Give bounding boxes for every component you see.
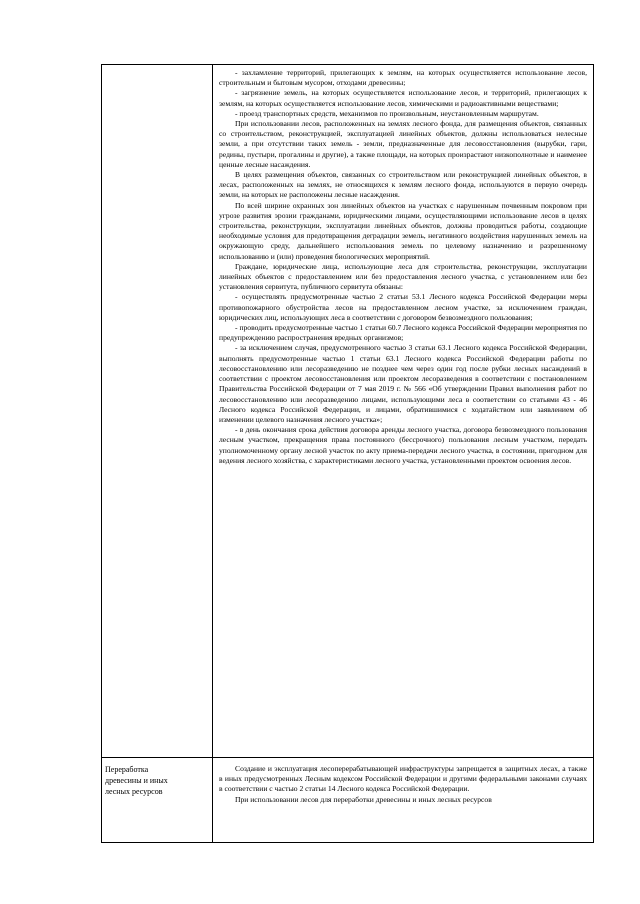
paragraph: - проводить предусмотренные частью 1 статьи 60.7 Лесного кодекса Российской Федерации мероприятия по предупреждению распространения вредных организмов; [219, 323, 587, 343]
paragraph: - осуществлять предусмотренные частью 2 статьи 53.1 Лесного кодекса Российской Федерации меры противопожарного обустройства лесов на предоставленном лесном участке, за исключением граждан, юридических лиц, использующих леса в соответствии с договором безвозмездного пользования; [219, 292, 587, 322]
paragraph: При использовании лесов, расположенных на землях лесного фонда, для размещения объектов, связанных со строительством, реконструкцией, эксплуатацией линейных объектов, должны использоваться нелесные земли, а при отсутствии таких земель - земли, предназначенные для лесовосстановления (вырубки, гари, редины, пустыри, прогалины и другие), а также площади, на которых произрастают низкополнотные и наименее ценные лесные насаждения. [219, 119, 587, 169]
paragraph: При использовании лесов для переработки древесины и иных лесных ресурсов [235, 794, 492, 804]
paragraph: - захламление территорий, прилегающих к землям, на которых осуществляется использование лесов, строительным и бытовым мусором, отходами древесины; [219, 68, 587, 88]
paragraph: По всей ширине охранных зон линейных объектов на участках с нарушенным почвенным покровом при угрозе развития эрозии гражданами, юридическими лицами, осуществляющими использование лесов в целях строительства, реконструкции, эксплуатации линейных объектов, должны проводиться работы, создающие необходимые условия для предотвращения деградации земель, негативного воздействия нарушенных земель на окружающую среду, дальнейшего использования земель по целевому назначению и разрешенному использованию и (или) проведения биологических мероприятий. [219, 200, 587, 261]
paragraph: - в день окончания срока действия договора аренды лесного участка, договора безвозмездного пользования лесным участком, прекращения права постоянного (бессрочного) пользования лесным участком, передать уполномоченному органу лесной участок по акту приема-передачи лесного участка, в состоянии, пригодном для ведения лесного хозяйства, с характеристиками лесного участка, установленными проектом освоения лесов. [219, 425, 587, 465]
activity-label [102, 758, 212, 797]
requirements-text [213, 758, 593, 842]
requirements-cell [213, 65, 594, 758]
table-row [102, 65, 594, 758]
table-row [102, 758, 594, 843]
activity-cell [102, 758, 213, 843]
activity-label-line: Переработка [105, 765, 149, 774]
paragraph: - за исключением случая, предусмотренного частью 3 статьи 63.1 Лесного кодекса Российской Федерации, выполнять предусмотренные частью 1 статьи 63.1 Лесного кодекса Российской Федерации работы по лесовосстановлению или лесоразведению не позднее чем через один год после рубки лесных насаждений в соответствии с проектом лесовосстановления или проектом лесоразведения в соответствии с постановлением Правительства Российской Федерации от 7 мая 2019 г. № 566 «Об утверждении Правил выполнения работ по лесовосстановлению или лесоразведению лицами, использующими леса в соответствии со статьями 43 - 46 Лесного кодекса Российской Федерации, и лицами, обратившимися с ходатайством или заявлением об изменении целевого назначения лесного участка»; [219, 343, 587, 424]
paragraph: - загрязнение земель, на которых осуществляется использование лесов, и территорий, прилегающих к землям, на которых осуществляется использование лесов, химическими и радиоактивными веществами; [219, 88, 587, 108]
activity-label-line: древесины и иных [105, 776, 168, 785]
activity-label-line: лесных ресурсов [105, 787, 163, 796]
activity-label [102, 65, 212, 71]
paragraph: Граждане, юридические лица, использующие леса для строительства, реконструкции, эксплуатации линейных объектов с предоставлением или без предоставления лесного участка, с установлением или без установления сервитута, публичного сервитута обязаны: [219, 261, 587, 292]
requirements-cell [213, 758, 594, 843]
regulation-table [101, 64, 594, 843]
paragraph: Создание и эксплуатация лесоперерабатывающей инфраструктуры запрещается в защитных лесах, а также в иных предусмотренных Лесным кодексом Российской Федерации и другими федеральными законами случаях в соответствии с частью 2 статьи 14 Лесного кодекса Российской Федерации. [219, 764, 587, 794]
activity-cell [102, 65, 213, 758]
paragraph: В целях размещения объектов, связанных со строительством или реконструкцией линейных объектов, в лесах, расположенных на землях, не относящихся к землям лесного фонда, используются в первую очередь земли, на которых не расположены лесные насаждения. [219, 170, 587, 200]
paragraph: - проезд транспортных средств, механизмов по произвольным, неустановленным маршрутам. [235, 108, 539, 118]
requirements-text [213, 65, 593, 466]
